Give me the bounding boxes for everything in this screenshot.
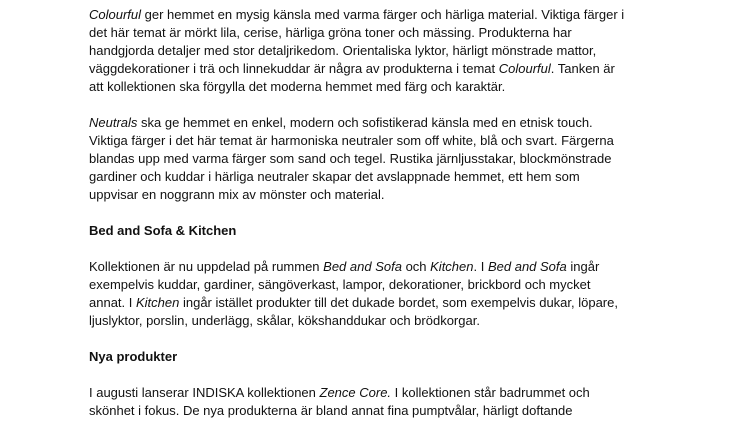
rooms-line-2: exempelvis kuddar, gardiner, sängöverkast, lampor, dekorationer, brickbord och mycket <box>89 277 591 292</box>
colourful-line-5: att kollektionen ska förgylla det moderna hemmet med färg och karaktär. <box>89 79 506 94</box>
colourful-term: Colourful <box>498 61 551 76</box>
new-products-line-1: I augusti lanserar INDISKA kollektionen Zence Core. I kollektionen står badrummet och <box>89 385 590 400</box>
colourful-line-4: väggdekorationer i trä och linnekuddar är några av produkterna i temat Colourful. Tanken är <box>89 61 615 76</box>
new-products-line-2: skönhet i fokus. De nya produkterna är bland annat fina pumptvålar, härligt doftande <box>89 403 573 418</box>
paragraph-neutrals <box>89 114 679 204</box>
colourful-line-1: Colourful ger hemmet en mysig känsla med varma färger och härliga material. Viktiga färger i <box>89 7 625 22</box>
neutrals-line-1: Neutrals ska ge hemmet en enkel, modern och sofistikerad känsla med en etnisk touch. <box>89 115 593 130</box>
neutrals-line-5: uppvisar en noggrann mix av mönster och material. <box>89 187 385 202</box>
rooms-line-4: ljuslyktor, porslin, underlägg, skålar, kökshanddukar och brödkorgar. <box>89 313 480 328</box>
colourful-term: Colourful <box>89 7 142 22</box>
heading-bed-sofa-kitchen: Bed and Sofa & Kitchen <box>89 223 237 238</box>
paragraph-colourful <box>89 6 679 96</box>
colourful-line-3: handgjorda detaljer med stor detaljrikedom. Orientaliska lyktor, härligt mönstrade mattor, <box>89 43 597 58</box>
document-page <box>89 6 679 438</box>
neutrals-line-4: gardiner och kuddar i härliga neutraler skapar det avslappnade hemmet, ett hem som <box>89 169 580 184</box>
neutrals-line-3: blandas upp med varma färger som sand och tegel. Rustika järnljusstakar, blockmönstrade <box>89 151 612 166</box>
colourful-line-2: det här temat är mörkt lila, cerise, härliga gröna toner och mässing. Produkterna har <box>89 25 572 40</box>
neutrals-line-2: Viktiga färger i det här temat är harmoniska neutraler som off white, blå och svart. Färgerna <box>89 133 614 148</box>
heading-nya-produkter: Nya produkter <box>89 349 178 364</box>
rooms-line-3: annat. I Kitchen ingår istället produkter till det dukade bordet, som exempelvis dukar, löpare, <box>89 295 618 310</box>
neutrals-term: Neutrals <box>89 115 138 130</box>
rooms-line-1: Kollektionen är nu uppdelad på rummen Bed and Sofa och Kitchen. I Bed and Sofa ingår <box>89 259 600 274</box>
paragraph-rooms <box>89 258 679 330</box>
paragraph-new-products <box>89 384 679 420</box>
